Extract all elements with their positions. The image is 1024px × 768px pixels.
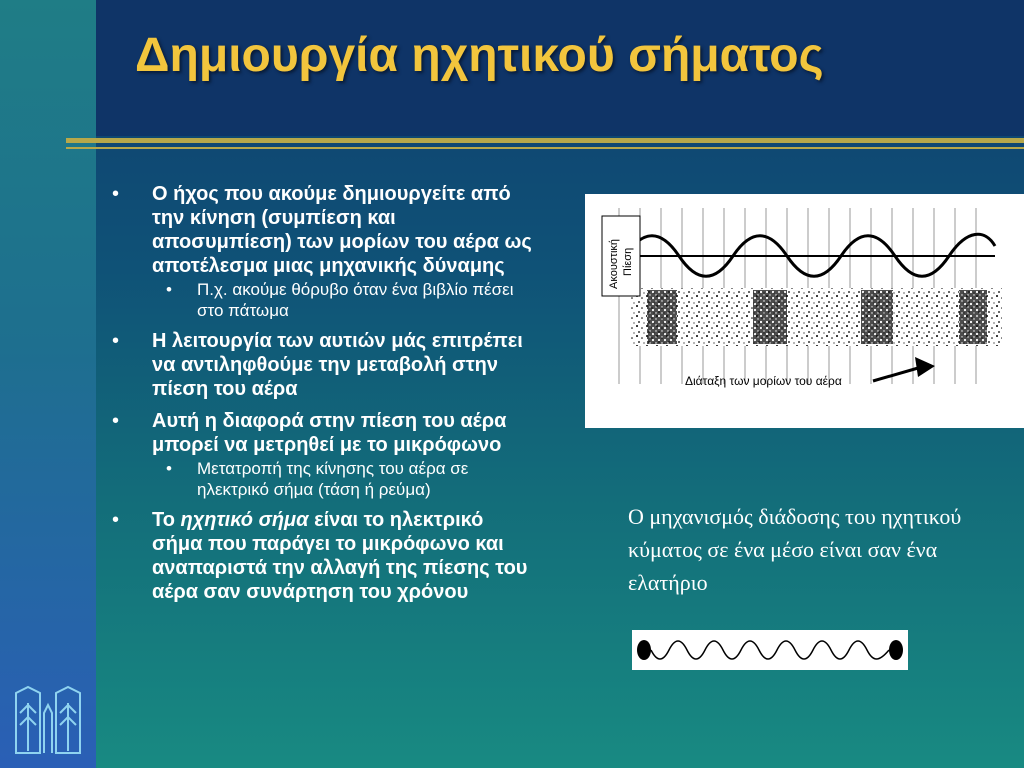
university-tree-logo-icon bbox=[8, 683, 88, 763]
spring-illustration bbox=[632, 630, 908, 670]
molecules-label: Διάταξη των μορίων του αέρα bbox=[685, 374, 842, 388]
bullet-dot: • bbox=[112, 410, 120, 432]
pressure-wave-diagram bbox=[585, 194, 1024, 428]
bullet-emphasis: ηχητικό σήμα bbox=[180, 509, 309, 531]
sub-bullet-item bbox=[152, 458, 532, 500]
bullet-list bbox=[112, 182, 532, 612]
sub-bullet-item bbox=[152, 279, 532, 321]
pressure-label-line2: Πίεση bbox=[622, 247, 634, 276]
bullet-text: Αυτή η διαφορά στην πίεση του αέρα μπορεί να μετρηθεί με το μικρόφωνο bbox=[152, 410, 507, 456]
sub-bullet-text: Μετατροπή της κίνησης του αέρα σε ηλεκτρικό σήμα (τάση ή ρεύμα) bbox=[197, 459, 469, 499]
bullet-item bbox=[112, 329, 532, 401]
pressure-label-line1: Ακουστική bbox=[608, 238, 620, 289]
spring-diagram bbox=[632, 630, 908, 670]
molecule-band bbox=[630, 288, 1002, 346]
bullet-item bbox=[112, 508, 532, 604]
bullet-text: Η λειτουργία των αυτιών μάς επιτρέπει να αντιληφθούμε την μεταβολή στην πίεση του αέρα bbox=[152, 330, 523, 400]
bullet-item bbox=[112, 182, 532, 321]
bullet-item bbox=[112, 409, 532, 500]
sub-bullet-dot: • bbox=[166, 459, 172, 478]
title-rule-thin bbox=[66, 147, 1024, 149]
bullet-text-prefix: Το bbox=[152, 509, 181, 531]
sub-bullet-dot: • bbox=[166, 280, 172, 299]
slide-title: Δημιουργία ηχητικού σήματος bbox=[135, 29, 824, 82]
bullet-dot: • bbox=[112, 330, 120, 352]
figure-caption: Ο μηχανισμός διάδοσης του ηχητικού κύματος σε ένα μέσο είναι σαν ένα ελατήριο bbox=[628, 504, 962, 595]
sub-bullet-text: Π.χ. ακούμε θόρυβο όταν ένα βιβλίο πέσει στο πάτωμα bbox=[197, 280, 514, 320]
bullet-text: Ο ήχος που ακούμε δημιουργείτε από την κίνηση (συμπίεση και αποσυμπίεση) των μορίων του αέρα ως αποτέλεσμα μιας μηχανικής δύναμης bbox=[152, 183, 532, 277]
bullet-dot: • bbox=[112, 183, 120, 205]
arrow-icon bbox=[873, 357, 935, 381]
bullet-dot: • bbox=[112, 509, 120, 531]
spring-end-left bbox=[637, 640, 651, 660]
spring-coil bbox=[651, 641, 889, 659]
left-band bbox=[0, 0, 96, 768]
spring-end-right bbox=[889, 640, 903, 660]
pressure-wave-figure bbox=[585, 194, 1024, 428]
bullet-text-suffix: είναι το ηλεκτρικό σήμα που παράγει το μικρόφωνο και αναπαριστά την αλλαγή της πίεσης του αέρα σαν συνάρτηση του χρόνου bbox=[152, 509, 528, 603]
title-rule-thick bbox=[66, 138, 1024, 143]
